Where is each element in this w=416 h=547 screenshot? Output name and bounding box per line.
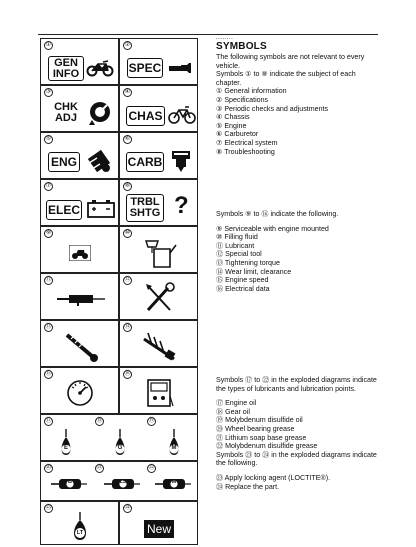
symbol-number: ⑱	[96, 418, 103, 424]
multimeter-icon	[146, 378, 174, 408]
torque-wrench-icon	[63, 329, 99, 363]
symbol-number: ⑳	[45, 465, 52, 471]
chapter-symbols-list	[216, 87, 378, 156]
symbol-number: ⑦	[45, 183, 52, 189]
symbol-number: ⑥	[124, 136, 131, 142]
symbol-cell-trbl-shtg	[119, 179, 198, 226]
gear-oil-letter: G	[117, 445, 123, 451]
engine-oil-drop-icon	[58, 429, 74, 462]
list-item: ⑮ Engine speed	[216, 276, 269, 285]
list-item: ⑯ Electrical data	[216, 284, 270, 293]
list-item: ③ Periodic checks and adjustments	[216, 104, 329, 113]
symbol-row-lubricants-b	[40, 461, 198, 501]
list-item: ⑭ Wear limit, clearance	[216, 267, 292, 276]
symbol-number: ⑨	[45, 230, 52, 236]
symbol-number: ⑧	[124, 183, 131, 189]
engine-oil-letter: E	[63, 445, 68, 451]
moly-grease-letter: M	[171, 479, 177, 485]
carburetor-icon	[170, 149, 192, 173]
wheel-bearing-grease-icon	[51, 477, 87, 495]
gen-info-line1: GEN	[54, 56, 78, 69]
chk-adj-line1: CHK	[54, 100, 78, 113]
motorcycle-mounted-icon	[69, 245, 91, 261]
lithium-grease-letter: LS	[119, 479, 127, 485]
wrench-gauge-icon	[87, 100, 113, 126]
oil-can-icon	[144, 235, 178, 269]
moly-oil-letter: M	[171, 445, 177, 451]
moly-grease-icon	[155, 477, 191, 495]
symbol-cell-engine-mounted	[40, 226, 119, 273]
tools-icon	[144, 282, 176, 314]
symbol-cell-electrical-data	[119, 367, 198, 414]
other-symbols-intro: Symbols ㉓ to ㉔ in the exploded diagrams indicate the following.	[216, 450, 377, 468]
trbl-shtg-line1: TRBL	[130, 196, 160, 208]
list-item: ① General information	[216, 87, 287, 96]
symbol-cell-tightening-torque	[40, 320, 119, 367]
trbl-shtg-label	[126, 194, 164, 222]
symbol-cell-special-tool	[119, 273, 198, 320]
symbol-number: ④	[124, 89, 131, 95]
list-item: ⑬ Tightening torque	[216, 258, 280, 267]
elec-label: ELEC	[46, 200, 82, 220]
symbol-number: ⑲	[148, 418, 155, 424]
symbol-number: ⑰	[45, 418, 52, 424]
carb-label: CARB	[126, 152, 164, 172]
symbol-number: ⑯	[124, 371, 131, 377]
gen-info-line2: INFO	[52, 67, 80, 80]
heading-dots: ........	[216, 35, 234, 41]
question-mark-icon: ?	[174, 192, 189, 219]
page-title: SYMBOLS	[216, 41, 267, 52]
top-rule	[38, 34, 378, 35]
lubricant-symbols-block	[216, 376, 378, 491]
moly-oil-drop-icon	[166, 429, 182, 462]
caliper-icon	[168, 61, 192, 75]
list-item: ⑦ Electrical system	[216, 138, 278, 147]
list-item: ⑳ Wheel bearing grease	[216, 424, 295, 433]
symbol-cell-carb	[119, 132, 198, 179]
other-symbols-list	[216, 474, 378, 491]
list-item: ⑫ Special tool	[216, 250, 262, 259]
symbol-cell-chk-adj	[40, 85, 119, 132]
chk-adj-line2: ADJ	[54, 111, 77, 124]
symbol-cell-lubricant	[40, 273, 119, 320]
lithium-grease-icon	[104, 477, 140, 495]
list-item: ⑲ Molybdenum disulfide oil	[216, 416, 303, 425]
symbol-number: ⑪	[45, 277, 52, 283]
symbol-number: ②	[124, 42, 131, 48]
symbol-grid	[40, 38, 198, 536]
chapter-symbols-intro: Symbols ① to ⑧ indicate the subject of each chapter.	[216, 70, 356, 87]
list-item: ② Specifications	[216, 95, 269, 104]
list-item: ⑥ Carburetor	[216, 130, 259, 139]
chas-label: CHAS	[126, 106, 165, 126]
symbol-cell-spec	[119, 38, 198, 85]
symbol-cell-engine-speed	[40, 367, 119, 414]
symbol-number: ⑤	[45, 136, 52, 142]
grease-gun-icon	[55, 292, 107, 306]
gen-info-label	[48, 56, 84, 81]
symbol-number: ㉑	[96, 465, 103, 471]
new-part-badge: New	[144, 520, 174, 538]
list-item: ⑤ Engine	[216, 121, 247, 130]
spec-label: SPEC	[127, 58, 163, 78]
symbol-number: ①	[45, 42, 52, 48]
service-symbols-block	[216, 210, 378, 293]
engine-cylinder-icon	[85, 147, 113, 175]
service-symbols-list	[216, 225, 378, 294]
symbol-row-lubricants-a	[40, 414, 198, 461]
symbol-cell-chas	[119, 85, 198, 132]
symbol-number: ⑩	[124, 230, 131, 236]
symbol-number: ㉒	[148, 465, 155, 471]
motorcycle-icon	[86, 59, 114, 77]
symbol-cell-gen-info	[40, 38, 119, 85]
list-item: ④ Chassis	[216, 113, 250, 122]
symbol-cell-replace-part	[119, 501, 198, 545]
symbol-cell-eng	[40, 132, 119, 179]
symbol-cell-filling-fluid	[119, 226, 198, 273]
symbols-intro-block	[216, 36, 378, 156]
eng-label: ENG	[48, 152, 80, 172]
symbol-number: ③	[45, 89, 52, 95]
tachometer-icon	[66, 379, 94, 407]
list-item: ⑨ Serviceable with engine mounted	[216, 224, 329, 233]
symbol-number: ⑫	[124, 277, 131, 283]
intro-text: The following symbols are not relevant to every vehicle.	[216, 53, 365, 70]
symbol-number: ⑮	[45, 371, 52, 377]
symbol-number: ⑬	[45, 324, 52, 330]
symbol-number: ⑭	[124, 324, 131, 330]
symbol-cell-locking-agent	[40, 501, 119, 545]
chk-adj-label	[48, 99, 84, 126]
list-item: ⑱ Gear oil	[216, 407, 250, 416]
list-item: ⑧ Troubleshooting	[216, 147, 275, 156]
lubricant-symbols-list	[216, 399, 378, 451]
battery-icon	[87, 199, 115, 219]
service-symbols-intro: Symbols ⑨ to ⑯ indicate the following.	[216, 210, 339, 218]
list-item: ⑪ Lubricant	[216, 241, 255, 250]
symbol-number: ㉓	[45, 505, 52, 511]
list-item: ㉔ Replace the part.	[216, 482, 280, 491]
symbol-number: ㉔	[124, 505, 131, 511]
list-item: ㉒ Molybdenum disulfide grease	[216, 442, 318, 451]
wheel-bearing-grease-letter: B	[68, 479, 72, 485]
list-item: ㉑ Lithium soap base grease	[216, 433, 307, 442]
trbl-shtg-line2: SHTG	[129, 207, 161, 219]
list-item: ⑩ Filling fluid	[216, 233, 258, 242]
symbol-cell-elec	[40, 179, 119, 226]
lubricant-symbols-intro: Symbols ⑰ to ㉒ in the exploded diagrams indicate the types of lubricants and lubrication points.	[216, 376, 377, 393]
locking-agent-drop-icon	[70, 512, 90, 547]
list-item: ⑰ Engine oil	[216, 399, 257, 408]
list-item: ㉓ Apply locking agent (LOCTITE®).	[216, 473, 331, 482]
symbol-cell-wear-limit	[119, 320, 198, 367]
bicycle-frame-icon	[168, 105, 196, 125]
caliper-gauge-icon	[142, 331, 178, 363]
locking-agent-letter: LT	[76, 530, 84, 536]
gear-oil-drop-icon	[112, 429, 128, 462]
